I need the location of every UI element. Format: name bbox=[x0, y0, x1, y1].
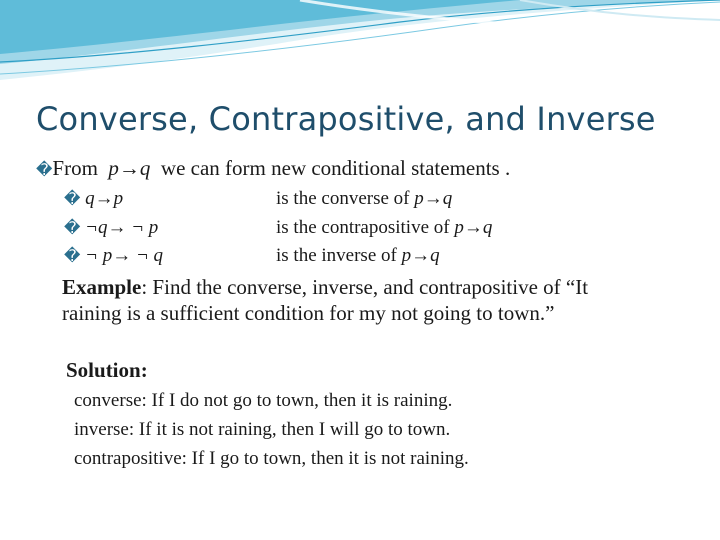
converse-text: is the converse of bbox=[276, 188, 410, 209]
answer-contrapositive-text: : If I go to town, then it is not raining. bbox=[181, 448, 469, 469]
example-label: Example bbox=[62, 275, 142, 299]
intro-line bbox=[36, 156, 510, 181]
example-paragraph bbox=[62, 274, 622, 326]
slide-title: Converse, Contrapositive, and Inverse bbox=[36, 100, 656, 138]
inverse-definition bbox=[64, 245, 440, 267]
contrapositive-target: p→q bbox=[454, 217, 493, 238]
answer-contrapositive bbox=[74, 448, 469, 470]
inverse-expression: ¬ p→ ¬ q bbox=[85, 245, 164, 266]
converse-target: p→q bbox=[414, 188, 453, 209]
bullet-icon: � bbox=[64, 218, 81, 237]
inverse-text: is the inverse of bbox=[276, 245, 397, 266]
inverse-target: p→q bbox=[401, 245, 440, 266]
answer-contrapositive-label: contrapositive bbox=[74, 448, 182, 469]
solution-label: Solution: bbox=[66, 358, 148, 382]
contrapositive-expression: ¬q→ ¬ p bbox=[85, 217, 159, 238]
converse-expression: q→p bbox=[85, 188, 124, 209]
answer-inverse-text: : If it is not raining, then I will go to town. bbox=[128, 419, 451, 440]
intro-prefix: From bbox=[52, 156, 98, 180]
header-wave-decoration bbox=[0, 0, 720, 95]
contrapositive-text: is the contrapositive of bbox=[276, 217, 450, 238]
answer-converse-text: : If I do not go to town, then it is raining. bbox=[141, 390, 453, 411]
bullet-icon: � bbox=[36, 160, 53, 179]
intro-expression: p→q bbox=[108, 156, 151, 180]
answer-inverse-label: inverse bbox=[74, 419, 129, 440]
intro-suffix: we can form new conditional statements . bbox=[160, 156, 511, 180]
answer-inverse bbox=[74, 419, 450, 441]
example-text: : Find the converse, inverse, and contrapositive of “It raining is a sufficient condition for my not going to town.” bbox=[62, 275, 589, 325]
converse-definition bbox=[64, 188, 453, 210]
answer-converse bbox=[74, 390, 452, 412]
contrapositive-definition bbox=[64, 217, 493, 239]
answer-converse-label: converse bbox=[74, 390, 142, 411]
bullet-icon: � bbox=[64, 246, 81, 265]
bullet-icon: � bbox=[64, 189, 81, 208]
